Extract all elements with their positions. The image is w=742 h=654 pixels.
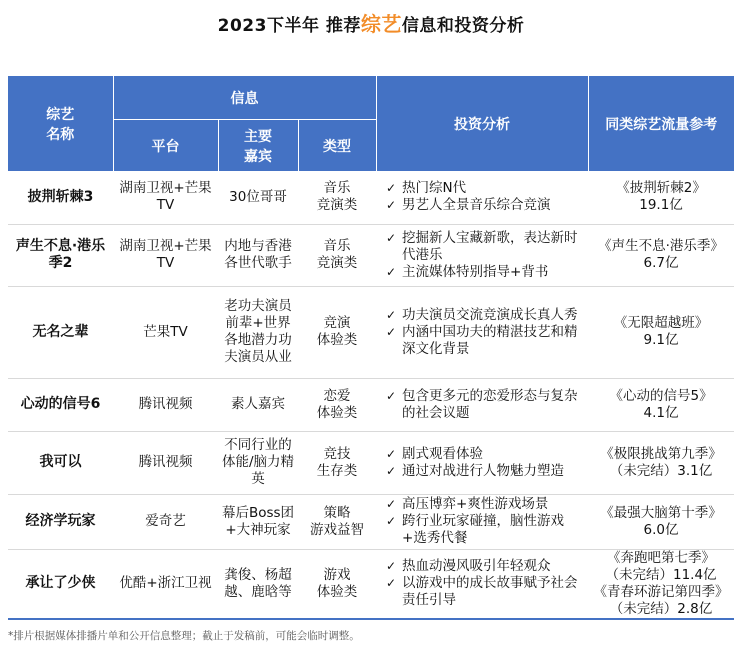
title-suffix: 信息和投资分析: [401, 16, 525, 36]
show-type: 音乐 竞演类: [298, 224, 376, 286]
table-body: [8, 171, 734, 619]
investment-analysis: [376, 286, 588, 378]
analysis-point: [386, 307, 582, 324]
header-name: [8, 76, 113, 171]
show-name: 我可以: [8, 431, 113, 494]
analysis-point-text: 主流媒体特别指导+背书: [402, 263, 549, 280]
investment-analysis: [376, 431, 588, 494]
header-analysis: 投资分析: [376, 76, 588, 171]
table-row: [8, 431, 734, 494]
analysis-point: [386, 558, 582, 575]
header-info: 信息: [113, 76, 376, 120]
main-guests: 30位哥哥: [218, 171, 298, 224]
show-type: 竞演 体验类: [298, 286, 376, 378]
analysis-point-text: 热门综N代: [402, 180, 467, 197]
analysis-point: [386, 230, 582, 264]
analysis-point: [386, 264, 582, 281]
table-row: [8, 224, 734, 286]
analysis-point-text: 跨行业玩家碰撞，脑性游戏+选秀代餐: [402, 513, 565, 546]
header-name-label: 综艺 名称: [46, 106, 75, 143]
main-guests: 素人嘉宾: [218, 378, 298, 431]
traffic-reference: 《心动的信号5》 4.1亿: [588, 378, 734, 431]
traffic-reference: 《声生不息·港乐季》 6.7亿: [588, 224, 734, 286]
platform: 湖南卫视+芒果TV: [113, 224, 218, 286]
check-icon: ✓: [386, 307, 397, 322]
check-icon: ✓: [386, 388, 397, 403]
check-icon: ✓: [386, 559, 397, 574]
analysis-point-text: 高压博弈+爽性游戏场景: [402, 496, 549, 512]
table-row: [8, 171, 734, 224]
show-type: 策略 游戏益智: [298, 494, 376, 549]
platform: 芒果TV: [113, 286, 218, 378]
check-icon: ✓: [386, 181, 397, 196]
title-prefix: 2023下半年 推荐: [217, 16, 361, 36]
check-icon: ✓: [386, 264, 397, 279]
main-guests: 老功夫演员前辈+世界各地潜力功夫演员从业: [218, 286, 298, 378]
show-name: 心动的信号6: [8, 378, 113, 431]
check-icon: ✓: [386, 446, 397, 461]
analysis-point: [386, 324, 582, 358]
show-type: 竞技 生存类: [298, 431, 376, 494]
investment-analysis: [376, 549, 588, 619]
traffic-reference: 《最强大脑第十季》 6.0亿: [588, 494, 734, 549]
platform: 优酷+浙江卫视: [113, 549, 218, 619]
analysis-point-text: 男艺人全景音乐综合竞演: [402, 197, 551, 214]
show-name: 承让了少侠: [8, 549, 113, 619]
show-name: 经济学玩家: [8, 494, 113, 549]
main-guests: 不同行业的体能/脑力精英: [218, 431, 298, 494]
show-name: 披荆斩棘3: [8, 171, 113, 224]
table-row: [8, 286, 734, 378]
analysis-point-text: 包含更多元的恋爱形态与复杂的社会议题: [402, 387, 578, 421]
analysis-point: [386, 388, 582, 422]
analysis-point: [386, 180, 582, 197]
analysis-point: [386, 446, 582, 463]
investment-analysis: [376, 378, 588, 431]
header-reference: 同类综艺流量参考: [588, 76, 734, 171]
platform: 腾讯视频: [113, 378, 218, 431]
table-row: [8, 549, 734, 619]
title-highlight: 综艺: [360, 12, 402, 36]
analysis-point-text: 功夫演员交流竞演成长真人秀: [402, 306, 578, 323]
main-guests: 内地与香港各世代歌手: [218, 224, 298, 286]
analysis-point: [386, 575, 582, 609]
analysis-point: [386, 496, 582, 513]
check-icon: ✓: [386, 230, 397, 245]
analysis-point-text: 以游戏中的成长故事赋予社会责任引导: [402, 575, 578, 609]
platform: 爱奇艺: [113, 494, 218, 549]
header-guests: 主要 嘉宾: [218, 120, 298, 172]
show-type: 游戏 体验类: [298, 549, 376, 619]
analysis-point-text: 挖掘新人宝藏新歌，表达新时代港乐: [402, 229, 578, 263]
investment-analysis: [376, 224, 588, 286]
show-name: 声生不息·港乐季2: [8, 224, 113, 286]
analysis-point-text: 剧式观看体验: [402, 445, 484, 462]
traffic-reference: 《披荆斩棘2》 19.1亿: [588, 171, 734, 224]
traffic-reference: 《奔跑吧第七季》 （未完结）11.4亿 《青春环游记第四季》 （未完结）2.8亿: [588, 549, 734, 619]
check-icon: ✓: [386, 514, 397, 528]
traffic-reference: 《无限超越班》 9.1亿: [588, 286, 734, 378]
platform: 腾讯视频: [113, 431, 218, 494]
header-platform: 平台: [113, 120, 218, 172]
variety-show-table: [8, 76, 734, 620]
platform: 湖南卫视+芒果TV: [113, 171, 218, 224]
show-type: 恋爱 体验类: [298, 378, 376, 431]
check-icon: ✓: [386, 198, 397, 213]
main-guests: 幕后Boss团+大神玩家: [218, 494, 298, 549]
show-type: 音乐 竞演类: [298, 171, 376, 224]
check-icon: ✓: [386, 497, 397, 511]
check-icon: ✓: [386, 324, 397, 339]
analysis-point: [386, 197, 582, 214]
analysis-point: [386, 463, 582, 480]
investment-analysis: [376, 494, 588, 549]
table-row: [8, 494, 734, 549]
check-icon: ✓: [386, 576, 397, 591]
analysis-point-text: 通过对战进行人物魅力塑造: [402, 462, 565, 479]
table-row: [8, 378, 734, 431]
page-title: [0, 8, 742, 37]
investment-analysis: [376, 171, 588, 224]
traffic-reference: 《极限挑战第九季》 （未完结）3.1亿: [588, 431, 734, 494]
main-guests: 龚俊、杨超越、鹿晗等: [218, 549, 298, 619]
footnote: *排片根据媒体排播片单和公开信息整理；截止于发稿前，可能会临时调整。: [8, 630, 360, 642]
analysis-point-text: 内涵中国功夫的精湛技艺和精深文化背景: [402, 323, 578, 357]
check-icon: ✓: [386, 463, 397, 478]
analysis-point: [386, 513, 582, 547]
analysis-point-text: 热血动漫风吸引年轻观众: [402, 558, 551, 575]
show-name: 无名之辈: [8, 286, 113, 378]
header-type: 类型: [298, 120, 376, 172]
